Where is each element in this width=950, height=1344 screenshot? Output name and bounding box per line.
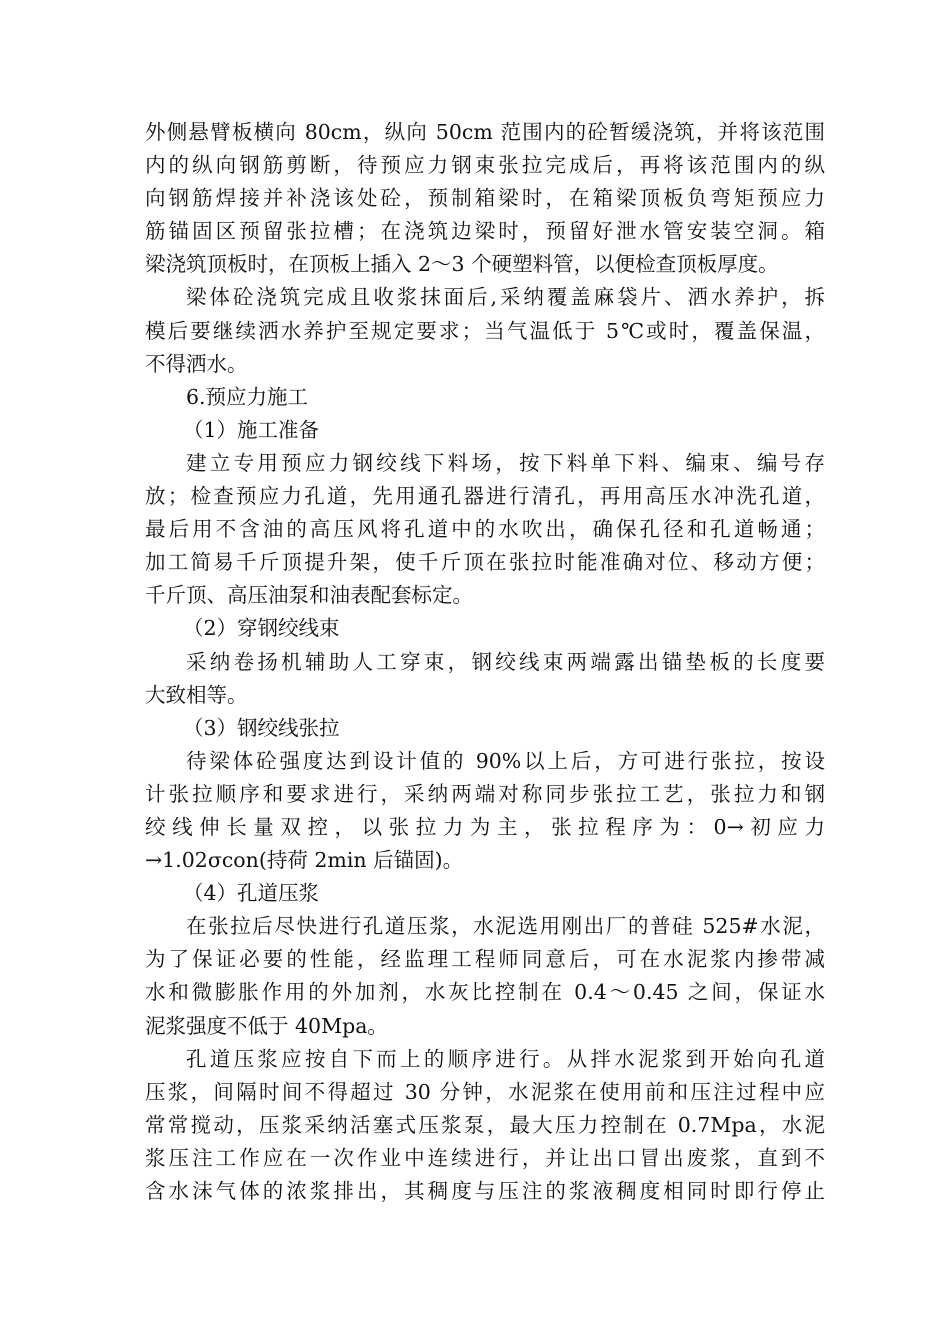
text-line: 压浆，间隔时间不得超过 30 分钟，水泥浆在使用前和压注过程中应 xyxy=(145,1079,825,1104)
text-line: 建立专用预应力钢绞线下料场，按下料单下料、编束、编号存 xyxy=(186,450,825,475)
text-line: 加工简易千斤顶提升架，使千斤顶在张拉时能准确对位、移动方便； xyxy=(145,550,825,575)
text-line: →1.02σcon(持荷 2min 后锚固)。 xyxy=(145,848,464,873)
text-line: 6.预应力施工 xyxy=(186,384,309,409)
text-line: （3）钢绞线张拉 xyxy=(183,715,340,740)
text-line: 内的纵向钢筋剪断，待预应力钢束张拉完成后，再将该范围内的纵 xyxy=(145,153,825,178)
text-line: 常常搅动，压浆采纳活塞式压浆泵，最大压力控制在 0.7Mpa，水泥 xyxy=(145,1112,825,1137)
text-line: 绞线伸长量双控，以张拉力为主，张拉程序为：0→初应力 xyxy=(145,814,825,839)
text-line: 大致相等。 xyxy=(145,682,248,707)
text-line: 在张拉后尽快进行孔道压浆，水泥选用刚出厂的普硅 525#水泥， xyxy=(186,914,825,939)
text-line: 含水沫气体的浓浆排出，其稠度与压注的浆液稠度相同时即行停止 xyxy=(145,1179,825,1203)
text-line: 向钢筋焊接并补浇该处砼，预制箱梁时，在箱梁顶板负弯矩预应力 xyxy=(145,186,825,211)
text-line: 最后用不含油的高压风将孔道中的水吹出，确保孔径和孔道畅通； xyxy=(145,517,825,542)
text-line: 为了保证必要的性能，经监理工程师同意后，可在水泥浆内掺带减 xyxy=(145,947,825,972)
document-page xyxy=(145,116,825,1208)
text-line: 千斤顶、高压油泵和油表配套标定。 xyxy=(145,583,473,608)
text-line: 浆压注工作应在一次作业中连续进行，并让出口冒出废浆，直到不 xyxy=(145,1145,825,1170)
text-line: （2）穿钢绞线束 xyxy=(183,616,340,641)
text-line: 筋锚固区预留张拉槽；在浇筑边梁时，预留好泄水管安装空洞。箱 xyxy=(145,219,825,244)
text-line: 放；检查预应力孔道，先用通孔器进行清孔，再用高压水冲洗孔道， xyxy=(145,484,825,509)
text-line: （1）施工准备 xyxy=(183,417,320,442)
text-line: （4）孔道压浆 xyxy=(183,881,320,906)
text-line: 采纳卷扬机辅助人工穿束，钢绞线束两端露出锚垫板的长度要 xyxy=(186,649,825,674)
text-line: 梁体砼浇筑完成且收浆抹面后,采纳覆盖麻袋片、洒水养护，拆 xyxy=(186,285,825,310)
text-line: 外侧悬臂板横向 80cm，纵向 50cm 范围内的砼暂缓浇筑，并将该范围 xyxy=(145,120,825,144)
text-line: 孔道压浆应按自下而上的顺序进行。从拌水泥浆到开始向孔道 xyxy=(186,1046,825,1071)
text-line: 模后要继续洒水养护至规定要求；当气温低于 5℃或时，覆盖保温， xyxy=(145,318,825,343)
text-line: 待梁体砼强度达到设计值的 90%以上后，方可进行张拉，按设 xyxy=(186,748,825,773)
text-line: 梁浇筑顶板时，在顶板上插入 2～3 个硬塑料管，以便检查顶板厚度。 xyxy=(145,252,779,277)
text-line: 水和微膨胀作用的外加剂，水灰比控制在 0.4～0.45 之间，保证水 xyxy=(145,980,825,1005)
text-line: 不得洒水。 xyxy=(145,351,248,376)
text-line: 计张拉顺序和要求进行，采纳两端对称同步张拉工艺，张拉力和钢 xyxy=(145,781,825,806)
text-line: 泥浆强度不低于 40Mpa。 xyxy=(145,1013,388,1038)
